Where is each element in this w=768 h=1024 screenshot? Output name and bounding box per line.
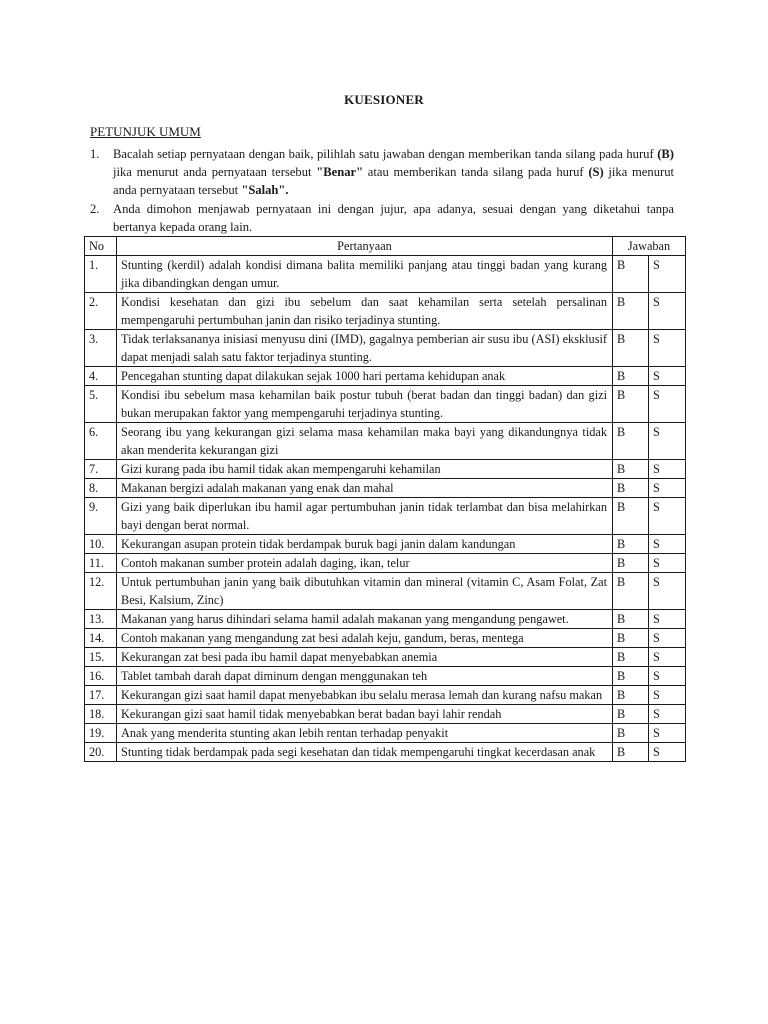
answer-option-b[interactable]: B [613,686,649,705]
answer-option-s[interactable]: S [649,554,686,573]
instruction-1 [90,145,674,199]
answer-option-s[interactable]: S [649,498,686,535]
row-number: 7. [85,460,117,479]
answer-option-s[interactable]: S [649,460,686,479]
row-number: 1. [85,256,117,293]
answer-option-b[interactable]: B [613,460,649,479]
answer-option-s[interactable]: S [649,367,686,386]
answer-option-b[interactable]: B [613,705,649,724]
answer-option-b[interactable]: B [613,648,649,667]
answer-option-b[interactable]: B [613,535,649,554]
table-row [85,293,686,330]
section-heading: PETUNJUK UMUM [90,124,201,139]
page-title: KUESIONER [344,92,424,107]
answer-option-s[interactable]: S [649,479,686,498]
header-question: Pertanyaan [117,237,613,256]
table-row [85,535,686,554]
question-text: Stunting tidak berdampak pada segi kesehatan dan tidak mempengaruhi tingkat kecerdasan anak [117,743,613,762]
answer-option-b[interactable]: B [613,479,649,498]
instruction-number: 2. [90,202,100,216]
row-number: 17. [85,686,117,705]
answer-option-b[interactable]: B [613,498,649,535]
row-number: 2. [85,293,117,330]
answer-option-s[interactable]: S [649,686,686,705]
table-row [85,629,686,648]
row-number: 10. [85,535,117,554]
row-number: 6. [85,423,117,460]
table-row [85,460,686,479]
table-row [85,367,686,386]
answer-option-b[interactable]: B [613,573,649,610]
answer-option-s[interactable]: S [649,705,686,724]
answer-option-b[interactable]: B [613,386,649,423]
answer-option-s[interactable]: S [649,648,686,667]
answer-option-b[interactable]: B [613,610,649,629]
answer-option-b[interactable]: B [613,554,649,573]
table-row [85,330,686,367]
row-number: 16. [85,667,117,686]
answer-option-s[interactable]: S [649,573,686,610]
table-row [85,423,686,460]
question-text: Kondisi kesehatan dan gizi ibu sebelum dan saat kehamilan serta setelah persalinan mempengaruhi pertumbuhan janin dan risiko terjadinya stunting. [117,293,613,330]
question-text: Kondisi ibu sebelum masa kehamilan baik postur tubuh (berat badan dan tinggi badan) dan gizi bukan merupakan faktor yang mempengaruhi terjadinya stunting. [117,386,613,423]
question-text: Kekurangan gizi saat hamil dapat menyebabkan ibu selalu merasa lemah dan kurang nafsu makan [117,686,613,705]
answer-option-b[interactable]: B [613,423,649,460]
table-row [85,667,686,686]
table-row [85,498,686,535]
row-number: 11. [85,554,117,573]
question-text: Gizi kurang pada ibu hamil tidak akan mempengaruhi kehamilan [117,460,613,479]
instruction-text: Anda dimohon menjawab pernyataan ini dengan jujur, apa adanya, sesuai dengan yang diketahui tanpa bertanya kepada orang lain. [113,202,674,234]
question-text: Kekurangan gizi saat hamil tidak menyebabkan berat badan bayi lahir rendah [117,705,613,724]
answer-option-b[interactable]: B [613,293,649,330]
answer-option-s[interactable]: S [649,629,686,648]
question-text: Gizi yang baik diperlukan ibu hamil agar pertumbuhan janin tidak terlambat dan bisa melahirkan bayi dengan berat normal. [117,498,613,535]
question-text: Kekurangan asupan protein tidak berdampak buruk bagi janin dalam kandungan [117,535,613,554]
table-row [85,256,686,293]
row-number: 12. [85,573,117,610]
answer-option-b[interactable]: B [613,667,649,686]
row-number: 20. [85,743,117,762]
table-row [85,724,686,743]
question-text: Pencegahan stunting dapat dilakukan sejak 1000 hari pertama kehidupan anak [117,367,613,386]
row-number: 5. [85,386,117,423]
question-text: Tablet tambah darah dapat diminum dengan menggunakan teh [117,667,613,686]
option-b-marker: (B) [657,147,674,161]
question-text: Contoh makanan sumber protein adalah daging, ikan, telur [117,554,613,573]
row-number: 15. [85,648,117,667]
table-row [85,554,686,573]
question-text: Anak yang menderita stunting akan lebih rentan terhadap penyakit [117,724,613,743]
header-answer: Jawaban [613,237,686,256]
row-number: 14. [85,629,117,648]
question-text: Stunting (kerdil) adalah kondisi dimana balita memiliki panjang atau tinggi badan yang kurang jika dibandingkan dengan umur. [117,256,613,293]
answer-option-s[interactable]: S [649,667,686,686]
table-row [85,648,686,667]
answer-option-b[interactable]: B [613,724,649,743]
table-row [85,573,686,610]
row-number: 18. [85,705,117,724]
row-number: 3. [85,330,117,367]
questionnaire-table [84,236,686,762]
answer-option-s[interactable]: S [649,330,686,367]
answer-option-b[interactable]: B [613,743,649,762]
row-number: 4. [85,367,117,386]
answer-option-s[interactable]: S [649,293,686,330]
answer-option-b[interactable]: B [613,367,649,386]
table-row [85,479,686,498]
answer-option-s[interactable]: S [649,535,686,554]
instruction-2 [90,200,674,236]
table-row [85,610,686,629]
question-text: Makanan yang harus dihindari selama hamil adalah makanan yang mengandung pengawet. [117,610,613,629]
answer-option-b[interactable]: B [613,629,649,648]
table-row [85,386,686,423]
answer-option-s[interactable]: S [649,386,686,423]
row-number: 13. [85,610,117,629]
option-s-marker: (S) [588,165,604,179]
salah-label: "Salah". [241,183,289,197]
question-text: Tidak terlaksananya inisiasi menyusu dini (IMD), gagalnya pemberian air susu ibu (ASI) eksklusif dapat menjadi salah satu faktor terjadinya stunting. [117,330,613,367]
row-number: 19. [85,724,117,743]
header-no: No [85,237,117,256]
table-row [85,705,686,724]
table-row [85,743,686,762]
benar-label: "Benar" [316,165,364,179]
question-text: Contoh makanan yang mengandung zat besi adalah keju, gandum, beras, mentega [117,629,613,648]
answer-option-s[interactable]: S [649,610,686,629]
question-text: Seorang ibu yang kekurangan gizi selama masa kehamilan maka bayi yang dikandungnya tidak akan menderita kekurangan gizi [117,423,613,460]
row-number: 8. [85,479,117,498]
answer-option-b[interactable]: B [613,256,649,293]
answer-option-s[interactable]: S [649,256,686,293]
answer-option-s[interactable]: S [649,743,686,762]
question-text: Kekurangan zat besi pada ibu hamil dapat menyebabkan anemia [117,648,613,667]
question-text: Makanan bergizi adalah makanan yang enak dan mahal [117,479,613,498]
answer-option-s[interactable]: S [649,423,686,460]
table-header-row [85,237,686,256]
answer-option-b[interactable]: B [613,330,649,367]
question-text: Untuk pertumbuhan janin yang baik dibutuhkan vitamin dan mineral (vitamin C, Asam Folat, Zat Besi, Kalsium, Zinc) [117,573,613,610]
row-number: 9. [85,498,117,535]
table-row [85,686,686,705]
answer-option-s[interactable]: S [649,724,686,743]
instruction-text: Bacalah setiap pernyataan dengan baik, pilihlah satu jawaban dengan memberikan tanda silang pada huruf (B) jika menurut anda pernyataan tersebut "Benar" atau memberikan tanda silang pada huruf (S) jika menurut anda pernyataan tersebut "Salah". [113,147,674,197]
instruction-number: 1. [90,147,100,161]
